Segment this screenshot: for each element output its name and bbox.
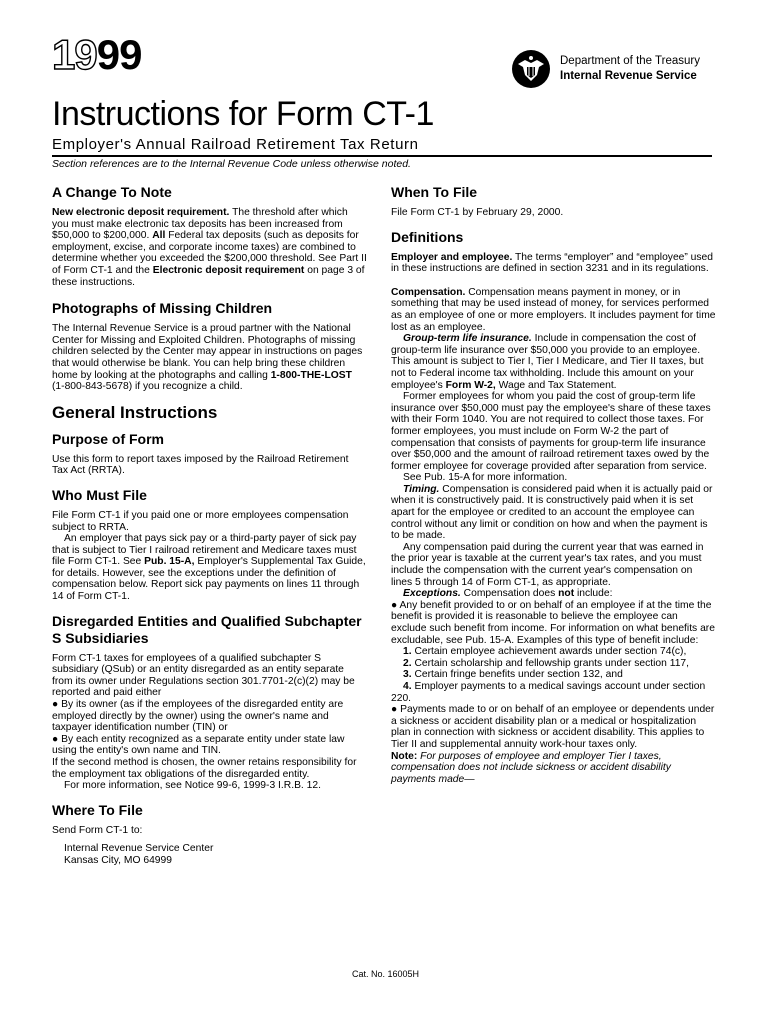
former-employees-paragraph: Former employees for whom you paid the cost of group-term life insurance over $50,000 must pay the employee's share of these taxes with their Form 1040. You are not required to collect those taxes. For former employees, you must include on Form W-2 the part of compensation that consists of payments for group-term life insurance over $50,000 and the amount of railroad retirement taxes owed by the former employee for coverage provided after separation from service.	[391, 391, 711, 472]
disregarded-paragraph-2: If the second method is chosen, the owner retains responsibility for the employment tax obligations of the disregarded entity.	[52, 757, 357, 780]
catalog-number: Cat. No. 16005H	[352, 969, 420, 979]
page-subtitle: Employer's Annual Railroad Retirement Tax Return	[52, 136, 419, 153]
who-paragraph-2: An employer that pays sick pay or a third-party payer of sick pay that is subject to Tier I railroad retirement and Medicare taxes must file Form CT-1. See Pub. 15-A, Employer's Supplemental Tax Guide, for details. However, see the exceptions under the definition of compensation below. Report sick pay payments on lines 11 through 14 of Form CT-1.	[52, 533, 366, 603]
disregarded-bullet-1: ● By its owner (as if the employees of the disregarded entity are employed directly by the owner) using the owner's name and taxpayer identification number (TIN) or	[52, 699, 344, 734]
purpose-paragraph: Use this form to report taxes imposed by the Railroad Retirement Tax Act (RRTA).	[52, 453, 349, 477]
change-paragraph: New electronic deposit requirement. The threshold after which you must make electronic tax deposits has been increased from $50,000 to $200,000. All Federal tax deposits (such as deposits for employment, excise, and corporate income taxes) are combined to determine whether you exceeded the $200,000 threshold. See Part II of Form CT-1 and the Electronic deposit requirement on page 3 of these instructions.	[52, 207, 367, 288]
exceptions-bullet-1: ● Any benefit provided to or on behalf of an employee if at the time the benefit is provided it is reasonable to believe the employee can exclude such benefit from income. For information on what benefits are excludable, see Pub. 15-A. Examples of this type of benefit include:	[391, 599, 715, 646]
right-column	[391, 184, 716, 785]
when-paragraph: File Form CT-1 by February 29, 2000.	[391, 207, 564, 218]
exception-item-4: 4. Employer payments to a medical savings account under section 220.	[391, 680, 706, 704]
address-line-2: Kansas City, MO 64999	[64, 854, 172, 866]
heading-disregarded-entities: Disregarded Entities and Qualified Subchapter S Subsidiaries	[52, 612, 362, 646]
see-pub-paragraph: See Pub. 15-A for more information.	[403, 472, 568, 484]
agency-block	[560, 54, 700, 84]
exception-item-3: 3. Certain fringe benefits under section 132, and	[403, 669, 623, 681]
exception-item-1: 1. Certain employee achievement awards under section 74(c),	[403, 646, 687, 658]
address-line-1: Internal Revenue Service Center	[64, 843, 214, 855]
section-reference-note: Section references are to the Internal Revenue Code unless otherwise noted.	[52, 158, 411, 170]
exceptions-bullet-2: ● Payments made to or on behalf of an employee or dependents under a sickness or accident disability plan or a medical or hospitalization plan in connection with sickness or accident disability. This applies to Tier II and supplemental annuity work-hour taxes only.	[391, 704, 715, 750]
filing-address	[64, 843, 367, 866]
who-paragraph-1: File Form CT-1 if you paid one or more employees compensation subject to RRTA.	[52, 509, 349, 533]
employer-employee-paragraph: Employer and employee. The terms “employer” and “employee” used in these instructions are defined in section 3231 and in its regulations.	[391, 251, 714, 275]
disregarded-paragraph-3: For more information, see Notice 99-6, 1999-3 I.R.B. 12.	[64, 780, 321, 792]
exceptions-paragraph: Exceptions. Compensation does not include:	[403, 588, 613, 600]
year-solid-digits: 99	[96, 31, 142, 78]
page-title: Instructions for Form CT-1	[52, 95, 434, 133]
missing-children-phone: 1-800-THE-LOST	[270, 369, 352, 381]
heading-definitions: Definitions	[391, 228, 464, 245]
missing-children-paragraph: The Internal Revenue Service is a proud partner with the National Center for Missing and Exploited Children. Photographs of missing children selected by the Center may appear in instructions on pages that would otherwise be blank. You can help bring these children home by looking at the photographs and calling 1-800-THE-LOST (1-800-843-5678) if you recognize a child.	[52, 323, 363, 393]
group-term-life-paragraph: Group-term life insurance. Include in compensation the cost of group-term life insurance over $50,000 you provide to an employee. This amount is subject to Tier I, Tier I Medicare, and Tier II taxes, but not to Federal income tax withholding. Include this amount on your employee's Form W-2, Wage and Tax Statement.	[391, 333, 704, 391]
prior-year-compensation-paragraph: Any compensation paid during the current year that was earned in the prior year is taxable at the current year's tax rates, and you must include the compensation with the current year's compensation on lines 5 through 14 of Form CT-1, as appropriate.	[391, 541, 704, 588]
disregarded-bullet-2: ● By each entity recognized as a separate entity under state law using the entity's own name and TIN.	[52, 733, 345, 757]
heading-missing-children: Photographs of Missing Children	[52, 300, 273, 317]
where-paragraph: Send Form CT-1 to:	[52, 824, 143, 836]
heading-general-instructions: General Instructions	[52, 402, 218, 422]
disregarded-paragraph-1: Form CT-1 taxes for employees of a qualified subchapter S subsidiary (QSub) or an entity disregarded as an entity separate from its owner under Regulations section 301.7701-2(c)(2) may be reported and paid either	[52, 652, 355, 699]
left-column	[52, 184, 367, 867]
heading-when-to-file: When To File	[391, 184, 478, 200]
heading-purpose-of-form: Purpose of Form	[52, 430, 165, 447]
timing-paragraph: Timing. Compensation is considered paid when it is actually paid or when it is constructively paid. It is constructively paid when it is set apart for the employee or credited to an account the employee can control without any limit or condition on how and when the payment is to be made.	[391, 483, 713, 542]
heading-who-must-file: Who Must File	[52, 486, 147, 503]
form-year	[52, 31, 142, 78]
heading-change-to-note: A Change To Note	[52, 184, 172, 200]
exception-item-2: 2. Certain scholarship and fellowship grants under section 117,	[403, 657, 690, 669]
agency-irs: Internal Revenue Service	[560, 70, 697, 82]
compensation-paragraph: Compensation. Compensation means payment in money, or in something that may be used instead of money, for services performed as an employee of one or more employers. It includes payment for time lost as an employee.	[391, 286, 716, 333]
year-outline-digits: 19	[52, 31, 97, 78]
irs-eagle-seal-icon	[510, 48, 552, 90]
agency-department: Department of the Treasury	[560, 55, 700, 67]
heading-where-to-file: Where To File	[52, 801, 143, 818]
note-paragraph: Note: For purposes of employee and employer Tier I taxes, compensation does not include sickness or accident disability payments made—	[391, 750, 671, 785]
